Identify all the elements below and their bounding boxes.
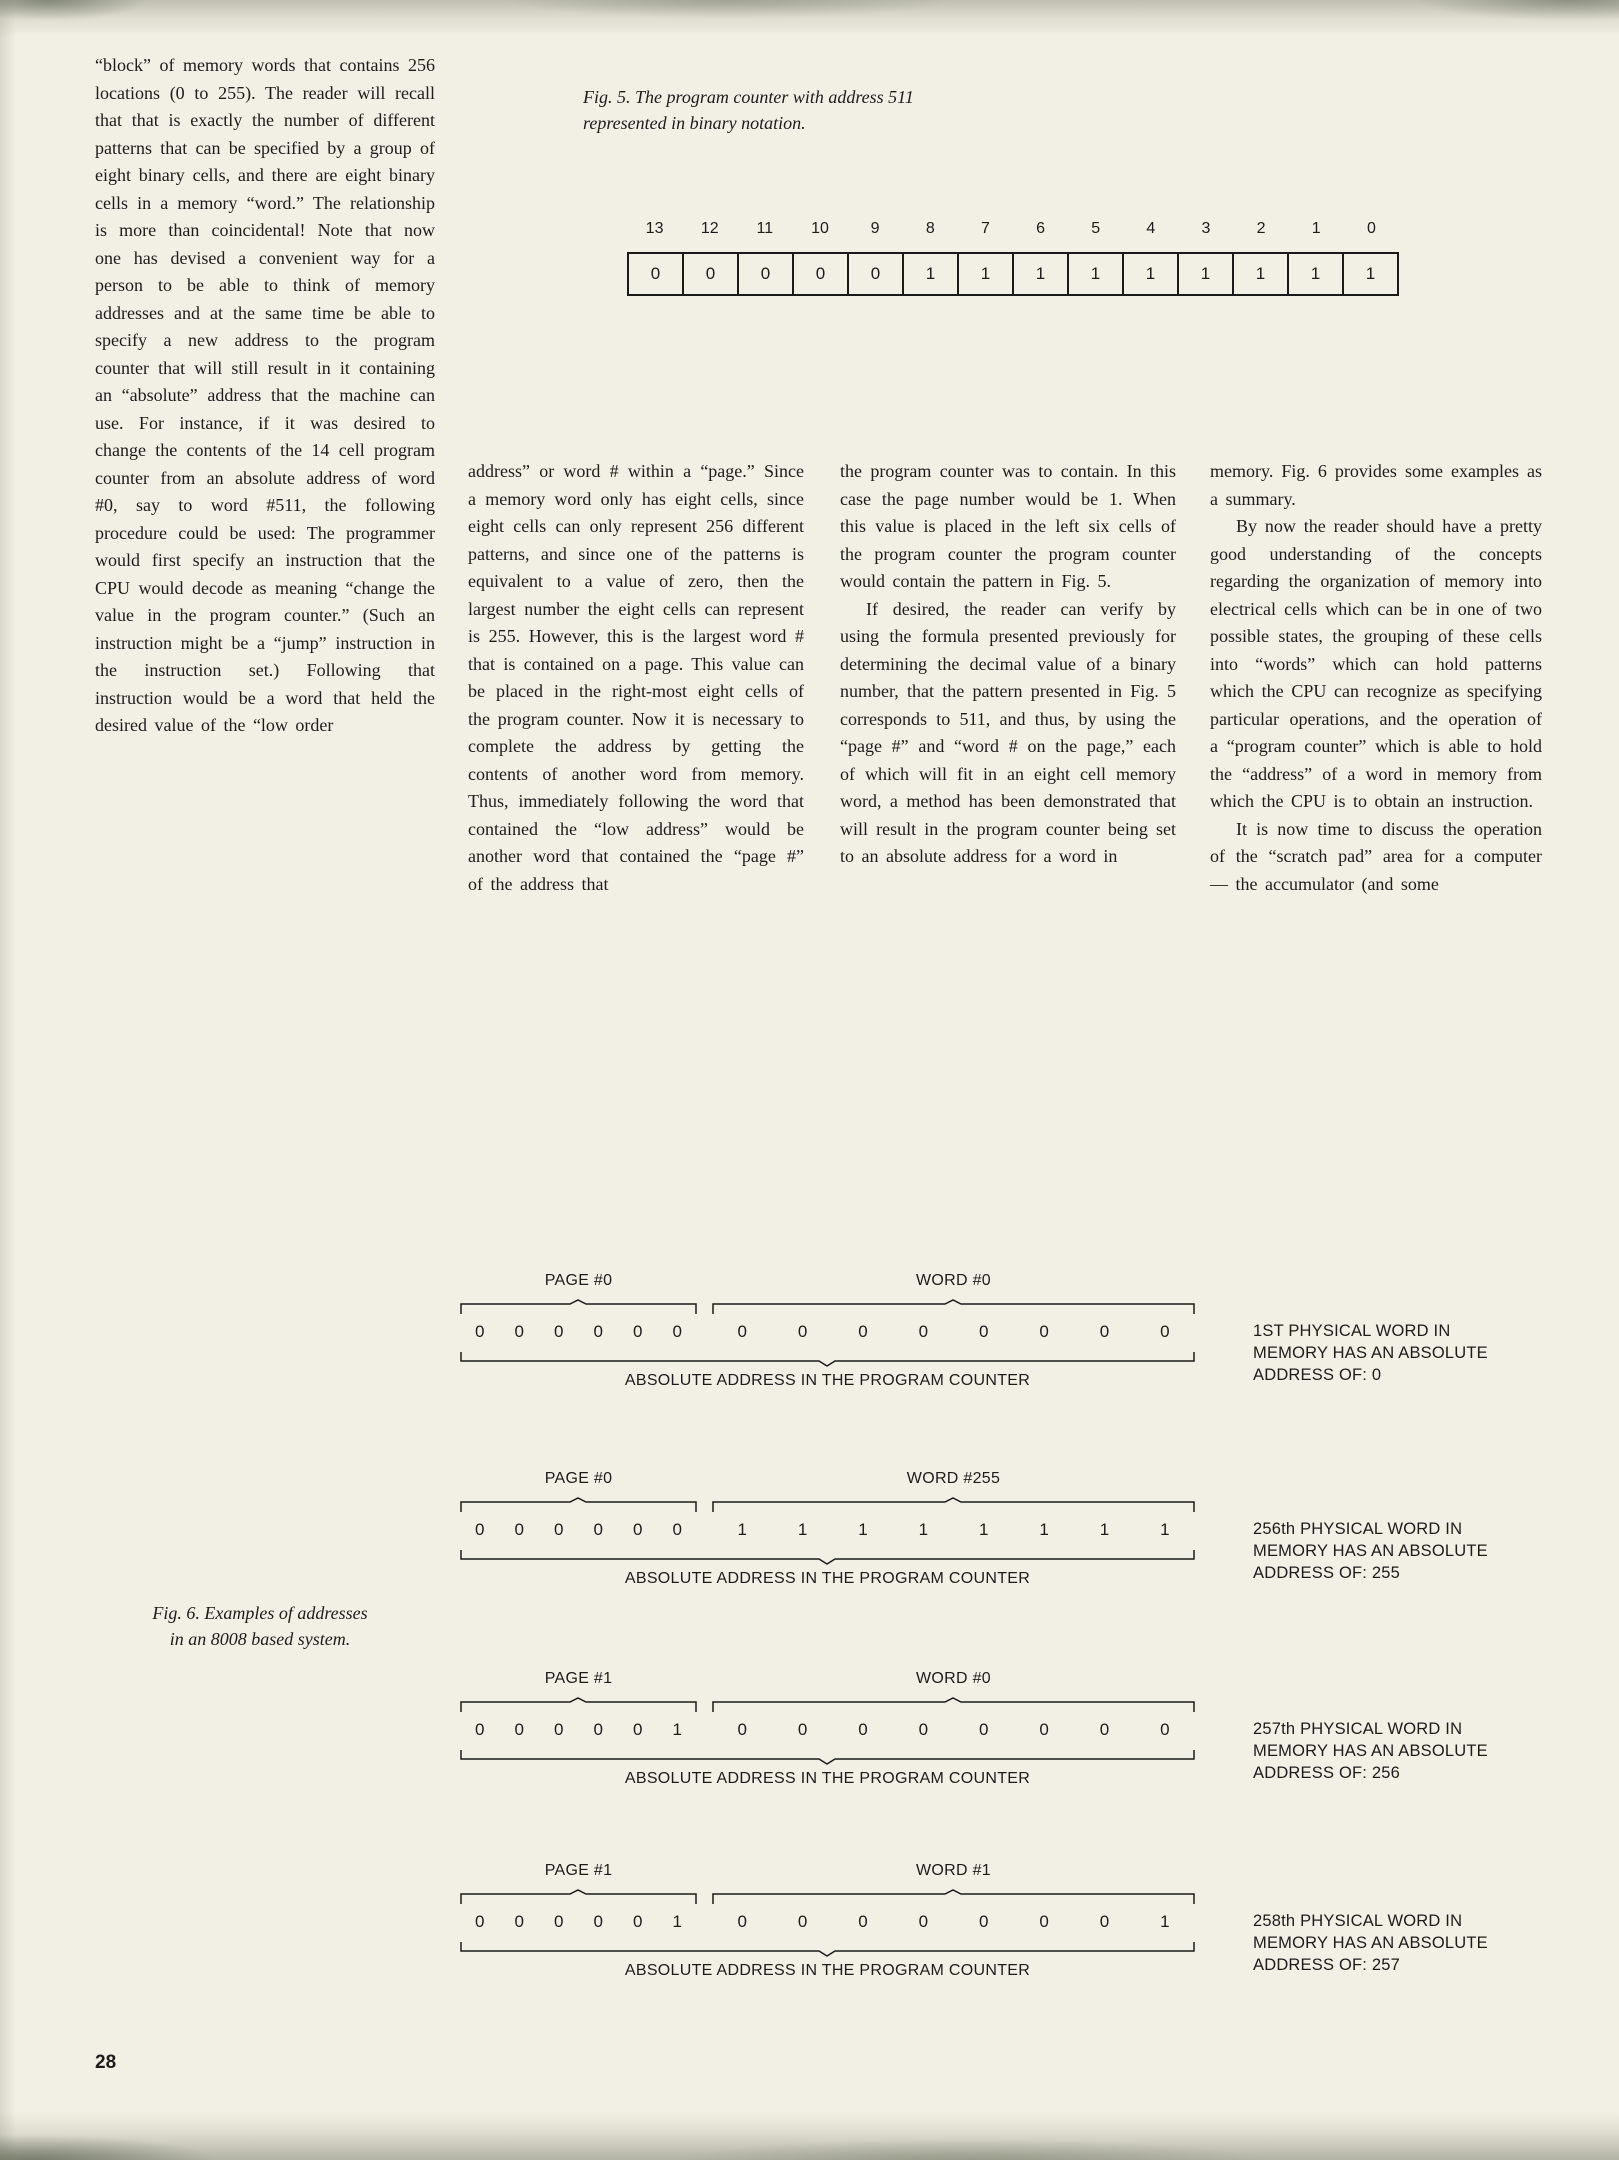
fig5-register bbox=[627, 252, 1399, 296]
page-bit: 0 bbox=[593, 1720, 603, 1739]
word-bit: 0 bbox=[858, 1720, 868, 1739]
page-bit: 0 bbox=[633, 1720, 643, 1739]
page-bit: 0 bbox=[633, 1520, 643, 1539]
bit-cell: 0 bbox=[682, 254, 737, 294]
page-bit: 0 bbox=[514, 1520, 524, 1539]
page-label: PAGE #1 bbox=[544, 1670, 613, 1687]
bit-cell: 1 bbox=[1232, 254, 1287, 294]
word-overbrace bbox=[712, 1497, 1195, 1513]
bit-index-label: 0 bbox=[1366, 220, 1376, 237]
word-overbrace bbox=[712, 1889, 1195, 1905]
page-bit: 1 bbox=[672, 1720, 682, 1739]
paragraph: “block” of memory words that contains 256 locations (0 to 255). The reader will recall that that is exactly the number of different patterns that can be specified by a group of eight binary cells, and there are eight binary cells in a memory “word.” The relationship is more than coincidental! Note that now one has devised a convenient way for a person to be able to think of memory addresses and at the same time be able to specify a new address to the program counter that will still result in it containing an “absolute” address that the machine can use. For instance, if it was desired to change the contents of the 14 cell program counter from an absolute address of word #0, say to word #511, the following procedure could be used: The programmer would first specify an instruction that the CPU would decode as meaning “change the value in the program counter.” (Such an instruction might be a “jump” instruction in the instruction set.) Following that instruction would be a word that held the desired value of the “low order bbox=[95, 55, 435, 735]
word-bit: 0 bbox=[858, 1912, 868, 1931]
bit-index-label: 7 bbox=[980, 220, 990, 237]
page-label: PAGE #0 bbox=[544, 1272, 613, 1289]
fig6-address-row-2 bbox=[460, 1470, 1619, 1610]
bit-index-label: 12 bbox=[700, 220, 719, 237]
page-bit: 0 bbox=[593, 1912, 603, 1931]
page-label: PAGE #0 bbox=[544, 1470, 613, 1487]
word-bit: 1 bbox=[797, 1520, 808, 1539]
word-bit: 0 bbox=[918, 1720, 929, 1739]
page-bit: 0 bbox=[475, 1912, 485, 1931]
text-column-1 bbox=[95, 52, 435, 740]
bit-index-label: 11 bbox=[756, 220, 774, 237]
bit-cell: 1 bbox=[902, 254, 957, 294]
address-note: 258th PHYSICAL WORD IN MEMORY HAS AN ABSOLUTE ADDRESS OF: 257 bbox=[1253, 1912, 1488, 1974]
bit-cell: 1 bbox=[1177, 254, 1232, 294]
bit-index-label: 3 bbox=[1201, 220, 1211, 237]
word-bit: 0 bbox=[797, 1322, 808, 1341]
word-bit: 0 bbox=[1099, 1322, 1110, 1341]
page-bit: 0 bbox=[554, 1520, 564, 1539]
bit-cell: 0 bbox=[847, 254, 902, 294]
address-diagram bbox=[460, 1272, 1195, 1402]
word-bit: 1 bbox=[1039, 1520, 1049, 1539]
word-bit: 0 bbox=[918, 1322, 929, 1341]
word-bit: 0 bbox=[1039, 1912, 1049, 1931]
paragraph: memory. Fig. 6 provides some examples as a summary. bbox=[1210, 461, 1542, 509]
page-bit: 0 bbox=[633, 1912, 643, 1931]
scan-edge-left bbox=[0, 0, 16, 2160]
page-bit: 0 bbox=[475, 1322, 485, 1341]
word-bit: 0 bbox=[737, 1912, 747, 1931]
absolute-address-underbrace bbox=[460, 1351, 1195, 1367]
page-number: 28 bbox=[95, 2052, 117, 2073]
page-bit: 0 bbox=[514, 1322, 524, 1341]
word-overbrace bbox=[712, 1697, 1195, 1713]
address-note: 1ST PHYSICAL WORD IN MEMORY HAS AN ABSOLUTE ADDRESS OF: 0 bbox=[1253, 1322, 1488, 1384]
fig5-caption: Fig. 5. The program counter with address 511 represented in binary notation. bbox=[583, 87, 914, 133]
word-bits bbox=[712, 1717, 1195, 1743]
word-bit: 1 bbox=[1160, 1912, 1170, 1931]
bit-index-label: 1 bbox=[1311, 220, 1321, 237]
word-bit: 0 bbox=[737, 1322, 747, 1341]
page-bit: 0 bbox=[554, 1912, 564, 1931]
bit-cell: 1 bbox=[1012, 254, 1067, 294]
fig6-address-row-3 bbox=[460, 1670, 1619, 1810]
bit-index-label: 9 bbox=[870, 220, 880, 237]
scan-edge-top bbox=[0, 0, 1619, 38]
page-bits bbox=[460, 1717, 697, 1743]
page-bit: 0 bbox=[554, 1720, 564, 1739]
bit-cell: 1 bbox=[1067, 254, 1122, 294]
word-bit: 0 bbox=[978, 1912, 989, 1931]
page-bit: 0 bbox=[554, 1322, 564, 1341]
word-label: WORD #0 bbox=[916, 1670, 991, 1687]
bit-cell: 1 bbox=[1287, 254, 1342, 294]
page-bit: 0 bbox=[593, 1520, 603, 1539]
bit-cell: 1 bbox=[1342, 254, 1397, 294]
address-diagram bbox=[460, 1670, 1195, 1800]
fig6-caption bbox=[100, 1600, 420, 1652]
word-bit: 0 bbox=[978, 1322, 989, 1341]
word-bit: 0 bbox=[1160, 1322, 1170, 1341]
absolute-address-underbrace bbox=[460, 1549, 1195, 1565]
page-bit: 1 bbox=[672, 1912, 682, 1931]
word-bit: 0 bbox=[918, 1912, 929, 1931]
absolute-address-underbrace bbox=[460, 1749, 1195, 1765]
word-label: WORD #255 bbox=[906, 1470, 1001, 1487]
absolute-address-label: ABSOLUTE ADDRESS IN THE PROGRAM COUNTER bbox=[624, 1770, 1031, 1787]
word-bit: 1 bbox=[978, 1520, 989, 1539]
word-bit: 1 bbox=[918, 1520, 929, 1539]
paragraph: the program counter was to contain. In this case the page number would be 1. When this value is placed in the left six cells of the program counter the program counter would contain the pattern in Fig. 5. bbox=[840, 461, 1176, 591]
word-bit: 0 bbox=[1160, 1720, 1170, 1739]
word-bit: 0 bbox=[858, 1322, 868, 1341]
bit-index-label: 8 bbox=[925, 220, 935, 237]
bit-cell: 0 bbox=[650, 264, 661, 283]
word-bits bbox=[712, 1517, 1195, 1543]
bit-index-label: 6 bbox=[1036, 220, 1045, 237]
word-bit: 1 bbox=[1160, 1520, 1170, 1539]
word-bit: 0 bbox=[737, 1720, 747, 1739]
page-bit: 0 bbox=[633, 1322, 643, 1341]
word-overbrace bbox=[712, 1299, 1195, 1315]
bit-index-label: 13 bbox=[645, 220, 664, 237]
page-overbrace bbox=[460, 1697, 697, 1713]
paragraph: It is now time to discuss the operation of the “scratch pad” area for a computer — the accumulator (and some bbox=[1210, 818, 1542, 894]
page-overbrace bbox=[460, 1497, 697, 1513]
bit-index-label: 4 bbox=[1146, 220, 1156, 237]
page-bit: 0 bbox=[672, 1322, 682, 1341]
word-label: WORD #1 bbox=[916, 1862, 991, 1879]
word-bit: 1 bbox=[1099, 1520, 1110, 1539]
address-note: 256th PHYSICAL WORD IN MEMORY HAS AN ABSOLUTE ADDRESS OF: 255 bbox=[1253, 1520, 1488, 1582]
word-bit: 0 bbox=[797, 1912, 808, 1931]
scan-edge-bottom bbox=[0, 2112, 1619, 2160]
text-column-2 bbox=[468, 458, 804, 898]
page-bit: 0 bbox=[672, 1520, 682, 1539]
page-overbrace bbox=[460, 1889, 697, 1905]
page-bit: 0 bbox=[475, 1520, 485, 1539]
word-label: WORD #0 bbox=[916, 1272, 991, 1289]
page-bit: 0 bbox=[514, 1912, 524, 1931]
fig6-caption-line1: Fig. 6. Examples of addresses bbox=[152, 1603, 368, 1623]
paragraph: If desired, the reader can verify by using the formula presented previously for determining the decimal value of a binary number, that the pattern presented in Fig. 5 corresponds to 511, and thus, by using the “page #” and “word # on the page,” each of which will fit in an eight cell memory word, a method has been demonstrated that will result in the program counter being set to an absolute address for a word in bbox=[840, 598, 1176, 866]
bit-cell: 0 bbox=[792, 254, 847, 294]
word-bit: 0 bbox=[1099, 1912, 1110, 1931]
page-bit: 0 bbox=[514, 1720, 524, 1739]
word-bits bbox=[712, 1319, 1195, 1345]
fig6-address-row-1 bbox=[460, 1272, 1619, 1412]
absolute-address-underbrace bbox=[460, 1941, 1195, 1957]
fig6-caption-line2: in an 8008 based system. bbox=[169, 1629, 351, 1649]
bit-cell: 1 bbox=[957, 254, 1012, 294]
page-bit: 0 bbox=[593, 1322, 603, 1341]
bit-index-label: 10 bbox=[811, 220, 829, 237]
paragraph: By now the reader should have a pretty good understanding of the concepts regarding the organization of memory into electrical cells which can be in one of two possible states, the grouping of these cells into “words” which can hold patterns which the CPU can recognize as specifying particular operations, and the operation of a “program counter” which is able to hold the “address” of a word in memory from which the CPU is to obtain an instruction. bbox=[1210, 516, 1542, 811]
absolute-address-label: ABSOLUTE ADDRESS IN THE PROGRAM COUNTER bbox=[624, 1962, 1031, 1979]
bit-index-label: 2 bbox=[1256, 220, 1266, 237]
page-overbrace bbox=[460, 1299, 697, 1315]
paragraph: address” or word # within a “page.” Since a memory word only has eight cells, since eight cells can only represent 256 different patterns, and since one of the patterns is equivalent to a value of zero, then the largest number the eight cells can represent is 255. However, this is the largest word # that is contained on a page. This value can be placed in the right-most eight cells of the program counter. Now it is necessary to complete the address by getting the contents of another word from memory. Thus, immediately following the word that contained the “low address” would be another word that contained the “page #” of the address that bbox=[468, 461, 804, 894]
word-bit: 0 bbox=[1039, 1720, 1049, 1739]
word-bit: 0 bbox=[978, 1720, 989, 1739]
word-bit: 0 bbox=[1039, 1322, 1049, 1341]
bit-cell: 1 bbox=[1122, 254, 1177, 294]
page-bits bbox=[460, 1517, 697, 1543]
word-bit: 1 bbox=[737, 1520, 747, 1539]
bit-index-label: 5 bbox=[1091, 220, 1101, 237]
absolute-address-label: ABSOLUTE ADDRESS IN THE PROGRAM COUNTER bbox=[624, 1570, 1031, 1587]
address-note: 257th PHYSICAL WORD IN MEMORY HAS AN ABSOLUTE ADDRESS OF: 256 bbox=[1253, 1720, 1488, 1782]
address-diagram bbox=[460, 1862, 1195, 1992]
word-bit: 0 bbox=[797, 1720, 808, 1739]
page-bits bbox=[460, 1909, 697, 1935]
word-bits bbox=[712, 1909, 1195, 1935]
page-bit: 0 bbox=[475, 1720, 485, 1739]
page-bits bbox=[460, 1319, 697, 1345]
text-column-3 bbox=[840, 458, 1176, 871]
bit-cell: 0 bbox=[737, 254, 792, 294]
word-bit: 1 bbox=[858, 1520, 868, 1539]
fig5-program-counter-diagram bbox=[627, 220, 1399, 296]
page-label: PAGE #1 bbox=[544, 1862, 613, 1879]
fig6-address-row-4 bbox=[460, 1862, 1619, 2002]
word-bit: 0 bbox=[1099, 1720, 1110, 1739]
address-diagram bbox=[460, 1470, 1195, 1600]
absolute-address-label: ABSOLUTE ADDRESS IN THE PROGRAM COUNTER bbox=[624, 1372, 1031, 1389]
text-column-4 bbox=[1210, 458, 1542, 898]
fig5-bit-index-row bbox=[627, 220, 1399, 252]
